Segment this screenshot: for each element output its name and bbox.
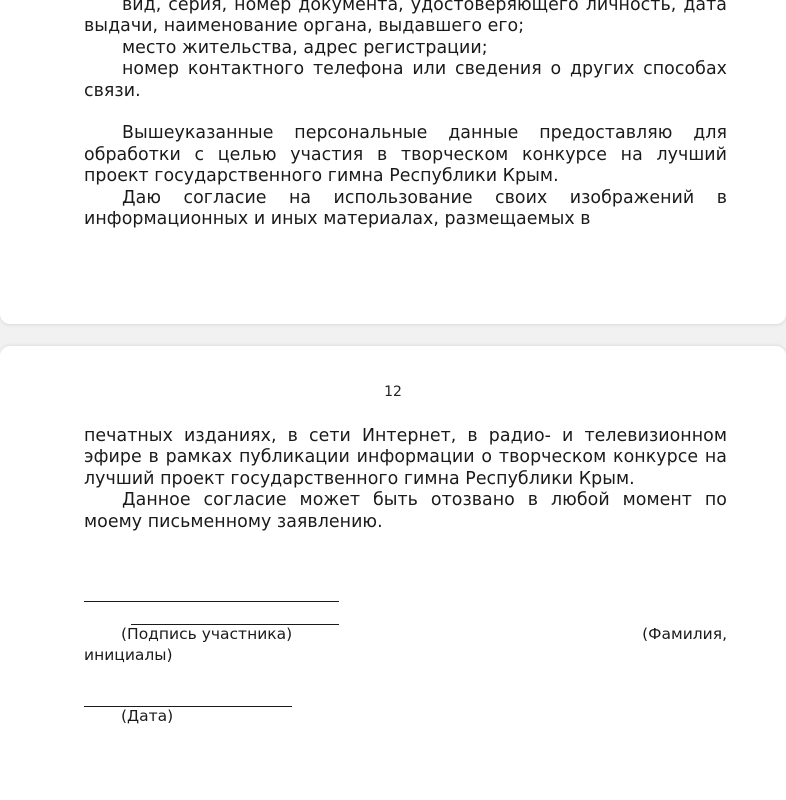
paragraph-personal-data: Вышеуказанные персональные данные предоставляю для обработки с целью участия в творческом конкурсе на лучший проект государственного гимна Республики Крым.: [84, 123, 727, 187]
list-item-address: место жительства, адрес регистрации;: [122, 37, 488, 58]
document-page-top: [0, 0, 786, 324]
page-top-text: [84, 0, 727, 230]
name-caption: (Фамилия,: [642, 625, 727, 643]
paragraph-revocation: Данное согласие может быть отозвано в любой момент по моему письменному заявлению.: [84, 490, 727, 532]
date-caption: (Дата): [121, 707, 174, 725]
page-number: 12: [384, 384, 402, 400]
document-page-bottom: [0, 346, 786, 800]
name-caption-continued: инициалы): [84, 646, 173, 664]
date-line: [84, 706, 292, 707]
signature-line: [84, 601, 339, 602]
paragraph-publication: печатных изданиях, в сети Интернет, в радио- и телевизионном эфире в рамках публикации информации о творческом конкурсе на лучший проект государственного гимна Республики Крым.: [84, 426, 727, 489]
signature-caption: (Подпись участника): [121, 625, 293, 643]
list-item-document-id: вид, серия, номер документа, удостоверяющего личность, дата выдачи, наименование органа, выдавшего его;: [84, 0, 727, 37]
paragraph-image-consent: Даю согласие на использование своих изображений в информационных и иных материалах, размещаемых в: [84, 187, 727, 230]
list-item-contacts: номер контактного телефона или сведения о других способах связи.: [84, 59, 727, 101]
page-bottom-text: [84, 426, 727, 533]
